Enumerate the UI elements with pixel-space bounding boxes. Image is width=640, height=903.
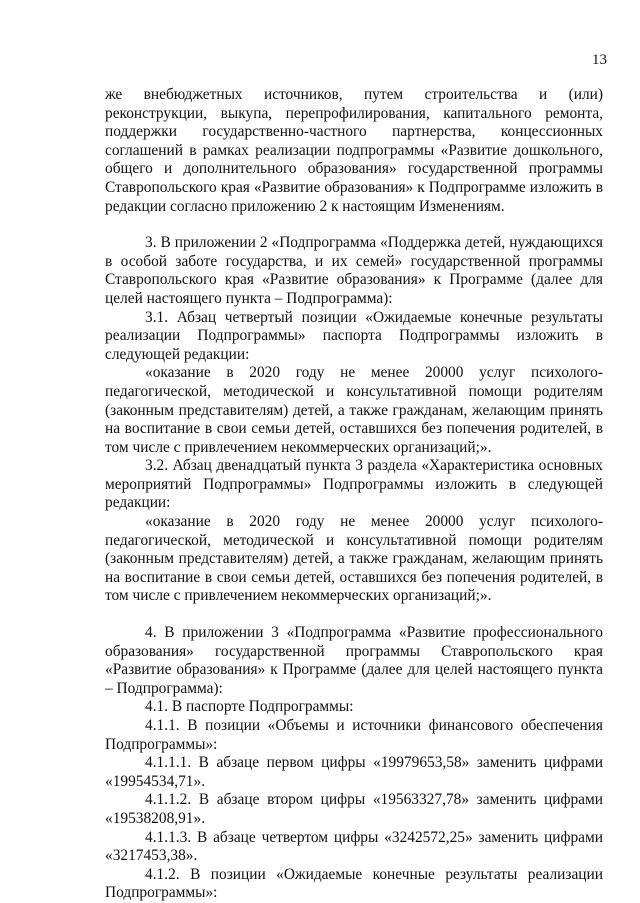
paragraph-item-4-1-1: 4.1.1. В позиции «Объемы и источники финансового обеспечения Подпрограммы»: (105, 717, 603, 753)
paragraph-item-3-1: 3.1. Абзац четвертый позиции «Ожидаемые конечные результаты реализации Подпрограммы» паспорта Подпрограммы изложить в следующей редакции: (105, 308, 603, 363)
paragraph-item-4-1-1-2: 4.1.1.2. В абзаце втором цифры «19563327,78» заменить цифрами «19538208,91». (105, 791, 603, 827)
paragraph-continuation: же внебюджетных источников, путем строительства и (или) реконструкции, выкупа, перепрофилирования, капитального ремонта, поддержки государственно-частного партнерства, концессионных соглашений в рамках реализации подпрограммы «Развитие дошкольного, общего и дополнительного образования» государственной программы Ставропольского края «Развитие образования» к Подпрограмме изложить в редакции согласно приложению 2 к настоящим Изменениям. (105, 86, 603, 215)
paragraph-item-4: 4. В приложении 3 «Подпрограмма «Развитие профессионального образования» государственной программы Ставропольского края «Развитие образования» к Программе (далее для целей настоящего пункта – Подпрограмма): (105, 624, 603, 697)
page-number: 13 (592, 52, 607, 68)
paragraph-item-3: 3. В приложении 2 «Подпрограмма «Поддержка детей, нуждающихся в особой заботе государства, и их семей» государственной программы Ставропольского края «Развитие образования» к Программе (далее для целей настоящего пункта – Подпрограмма): (105, 234, 603, 307)
paragraph-item-4-1-1-1: 4.1.1.1. В абзаце первом цифры «19979653,58» заменить цифрами «19954534,71». (105, 754, 603, 790)
paragraph-item-3-2: 3.2. Абзац двенадцатый пункта 3 раздела «Характеристика основных мероприятий Подпрограммы» Подпрограммы изложить в следующей редакции: (105, 457, 603, 512)
paragraph-quote-1: «оказание в 2020 году не менее 20000 услуг психолого-педагогической, методической и консультативной помощи родителям (законным представителям) детей, а также гражданам, желающим принять на воспитание в свои семьи детей, оставшихся без попечения родителей, в том числе с привлечением некоммерческих организаций;». (105, 364, 603, 456)
paragraph-quote-2: «оказание в 2020 году не менее 20000 услуг психолого-педагогической, методической и консультативной помощи родителям (законным представителям) детей, а также гражданам, желающим принять на воспитание в свои семьи детей, оставшихся без попечения родителей, в том числе с привлечением некоммерческих организаций;». (105, 513, 603, 605)
paragraph-item-4-1: 4.1. В паспорте Подпрограммы: (145, 698, 354, 716)
document-body (105, 86, 603, 903)
paragraph-item-4-1-1-3: 4.1.1.3. В абзаце четвертом цифры «3242572,25» заменить цифрами «3217453,38». (105, 828, 603, 865)
paragraph-item-4-1-2: 4.1.2. В позиции «Ожидаемые конечные результаты реализации Подпрограммы»: (105, 865, 603, 902)
